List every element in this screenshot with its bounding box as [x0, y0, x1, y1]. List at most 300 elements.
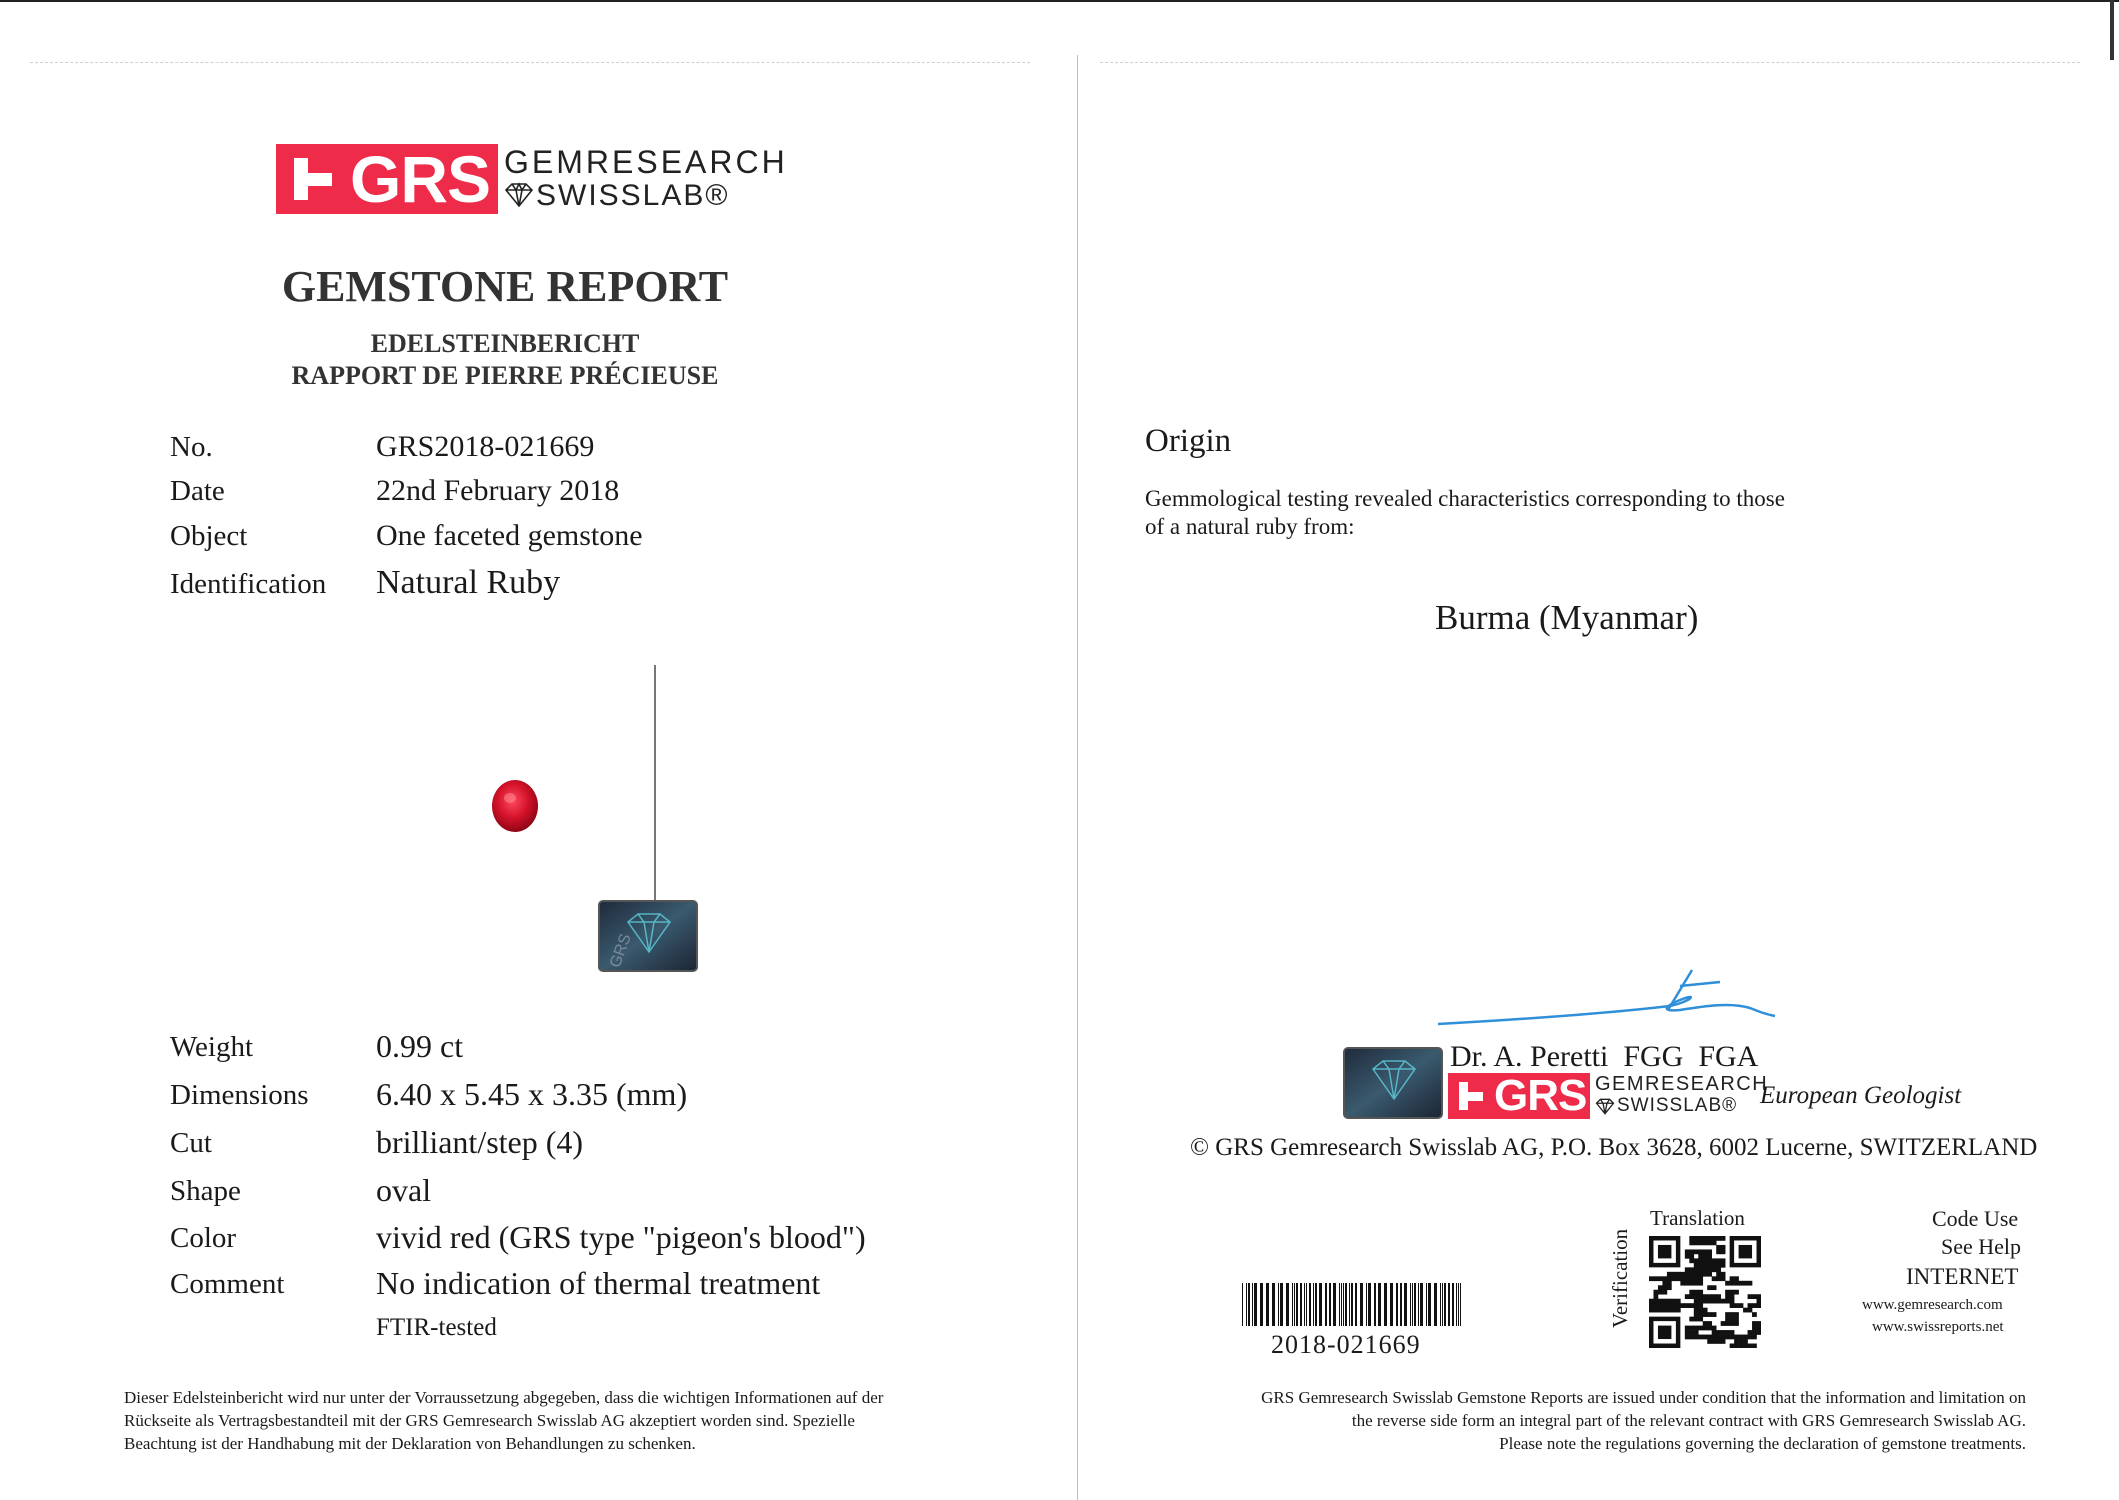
qr-module: [1730, 1290, 1735, 1295]
qr-module: [1712, 1326, 1717, 1331]
qr-module: [1716, 1330, 1721, 1335]
barcode-bar: [1442, 1283, 1443, 1326]
barcode-bar: [1378, 1283, 1381, 1326]
qr-module: [1712, 1236, 1717, 1241]
qr-module: [1725, 1317, 1730, 1322]
qr-module: [1707, 1258, 1712, 1263]
qr-module: [1743, 1339, 1748, 1344]
qr-module: [1703, 1254, 1708, 1259]
barcode-bar: [1309, 1283, 1311, 1326]
qr-module: [1703, 1258, 1708, 1263]
qr-module: [1694, 1335, 1699, 1340]
qr-module: [1739, 1281, 1744, 1286]
qr-module: [1685, 1330, 1690, 1335]
qr-module: [1757, 1294, 1761, 1299]
origin-text: [1145, 485, 1785, 541]
grs-logo: [276, 142, 788, 216]
qr-module: [1730, 1321, 1735, 1326]
qr-module: [1725, 1321, 1730, 1326]
qr-module: [1698, 1294, 1703, 1299]
qr-module: [1694, 1312, 1699, 1317]
qr-module: [1658, 1308, 1663, 1313]
qr-module: [1716, 1263, 1721, 1268]
qr-module: [1748, 1335, 1753, 1340]
qr-module: [1730, 1312, 1735, 1317]
qr-module: [1698, 1326, 1703, 1331]
qr-module: [1680, 1272, 1685, 1277]
barcode-bar: [1440, 1283, 1441, 1326]
qr-module: [1694, 1267, 1699, 1272]
qr-module: [1689, 1254, 1694, 1259]
qr-module: [1716, 1249, 1721, 1254]
qr-module: [1698, 1276, 1703, 1281]
qr-module: [1703, 1294, 1708, 1299]
qr-module: [1734, 1321, 1739, 1326]
origin-country: Burma (Myanmar): [1435, 598, 1699, 637]
qr-module: [1694, 1281, 1699, 1286]
qr-module: [1707, 1339, 1712, 1344]
barcode-bar: [1278, 1283, 1279, 1326]
qr-module: [1689, 1240, 1694, 1245]
qr-module: [1698, 1258, 1703, 1263]
barcode-bar: [1412, 1283, 1413, 1326]
qr-module: [1653, 1299, 1658, 1304]
qr-module: [1707, 1321, 1712, 1326]
qr-module: [1757, 1299, 1761, 1304]
qr-module: [1707, 1299, 1712, 1304]
qr-module: [1685, 1249, 1690, 1254]
qr-module: [1689, 1335, 1694, 1340]
top-dashed-line-left: [30, 62, 1030, 64]
disclaimer-en-line: the reverse side form an integral part of the relevant contract with GRS Gemresearch Swisslab AG.: [1351, 1411, 2026, 1430]
qr-module: [1694, 1317, 1699, 1322]
identification-label: Identification: [170, 568, 327, 600]
qr-module: [1703, 1312, 1708, 1317]
qr-module: [1680, 1303, 1685, 1308]
no-value: GRS2018-021669: [376, 430, 595, 463]
top-border: [0, 0, 2119, 2]
barcode-bar: [1319, 1283, 1322, 1326]
origin-heading: Origin: [1145, 423, 1232, 459]
qr-module: [1757, 1303, 1761, 1308]
qr-module: [1734, 1317, 1739, 1322]
qr-module: [1721, 1272, 1726, 1277]
qr-module: [1694, 1276, 1699, 1281]
qr-module: [1667, 1272, 1672, 1277]
qr-module: [1730, 1317, 1735, 1322]
qr-module: [1752, 1344, 1757, 1348]
qr-module: [1748, 1344, 1753, 1348]
origin-text-line: Gemmological testing revealed characteristics corresponding to those: [1145, 486, 1785, 511]
internet-text: INTERNET: [1906, 1264, 2019, 1289]
grs-logo-word: GRS: [350, 142, 491, 216]
qr-module: [1734, 1276, 1739, 1281]
qr-module: [1676, 1308, 1681, 1313]
grs-logo-small-word: GRS: [1494, 1071, 1587, 1120]
qr-module: [1667, 1276, 1672, 1281]
hologram-seal: [598, 900, 698, 972]
object-label: Object: [170, 520, 248, 552]
qr-module: [1662, 1299, 1667, 1304]
qr-module: [1694, 1330, 1699, 1335]
signature-mark: [1430, 962, 1780, 1032]
qr-module: [1725, 1281, 1730, 1286]
disclaimer-de-line: Rückseite als Vertragsbestandteil mit der GRS Gemresearch Swisslab AG akzeptiert worden sind. Spezielle: [124, 1411, 855, 1430]
barcode-bar: [1343, 1283, 1344, 1326]
barcode-bar: [1360, 1283, 1363, 1326]
qr-module: [1698, 1290, 1703, 1295]
qr-module: [1712, 1339, 1717, 1344]
qr-module: [1712, 1330, 1717, 1335]
right-edge-mark: [2110, 0, 2114, 60]
qr-module: [1712, 1299, 1717, 1304]
qr-module: [1667, 1299, 1672, 1304]
qr-module: [1752, 1312, 1757, 1317]
copyright-line: © GRS Gemresearch Swisslab AG, P.O. Box 3628, 6002 Lucerne, SWITZERLAND: [1190, 1134, 2038, 1161]
qr-module: [1707, 1272, 1712, 1277]
barcode-bar: [1384, 1283, 1387, 1326]
qr-module: [1725, 1330, 1730, 1335]
qr-module: [1689, 1249, 1694, 1254]
qr-module: [1716, 1339, 1721, 1344]
qr-module: [1716, 1258, 1721, 1263]
diamond-icon-small: [1595, 1098, 1615, 1115]
qr-module: [1685, 1276, 1690, 1281]
report-title: GEMSTONE REPORT: [281, 262, 729, 311]
qr-module: [1734, 1312, 1739, 1317]
qr-module: [1734, 1290, 1739, 1295]
qr-module: [1734, 1335, 1739, 1340]
qr-module: [1721, 1330, 1726, 1335]
qr-module: [1694, 1308, 1699, 1313]
hologram-text: GRS: [606, 931, 635, 971]
qr-module: [1671, 1276, 1676, 1281]
barcode-bar: [1252, 1283, 1253, 1326]
qr-module: [1712, 1285, 1717, 1290]
qr-module: [1707, 1240, 1712, 1245]
qr-module: [1743, 1281, 1748, 1286]
qr-module: [1716, 1335, 1721, 1340]
qr-module: [1653, 1294, 1658, 1299]
qr-module: [1703, 1308, 1708, 1313]
disclaimer-en-line: Please note the regulations governing the declaration of gemstone treatments.: [1499, 1434, 2026, 1453]
qr-module: [1743, 1308, 1748, 1313]
qr-finder-module: [1739, 1245, 1752, 1258]
comment-value: No indication of thermal treatment: [376, 1265, 821, 1301]
qr-module: [1712, 1267, 1717, 1272]
qr-module: [1712, 1312, 1717, 1317]
qr-module: [1685, 1281, 1690, 1286]
qr-finder-module: [1658, 1326, 1671, 1339]
barcode-bar: [1313, 1283, 1314, 1326]
qr-module: [1685, 1267, 1690, 1272]
qr-module: [1721, 1258, 1726, 1263]
qr-module: [1685, 1303, 1690, 1308]
barcode-bar: [1404, 1283, 1407, 1326]
qr-module: [1658, 1303, 1663, 1308]
barcode-bar: [1351, 1283, 1353, 1326]
qr-module: [1734, 1303, 1739, 1308]
comment-label: Comment: [170, 1268, 285, 1300]
qr-module: [1730, 1294, 1735, 1299]
barcode-bar: [1272, 1283, 1275, 1326]
qr-module: [1698, 1281, 1703, 1286]
qr-module: [1698, 1312, 1703, 1317]
qr-module: [1689, 1281, 1694, 1286]
qr-module: [1721, 1263, 1726, 1268]
qr-module: [1703, 1321, 1708, 1326]
barcode-bar: [1296, 1283, 1298, 1326]
qr-module: [1671, 1299, 1676, 1304]
qr-module: [1703, 1236, 1708, 1241]
qr-module: [1752, 1335, 1757, 1340]
qr-module: [1698, 1267, 1703, 1272]
disclaimer-en-line: GRS Gemresearch Swisslab Gemstone Reports are issued under condition that the information and limitation on: [1261, 1388, 2026, 1407]
comment-extra: FTIR-tested: [376, 1314, 497, 1341]
qr-module: [1680, 1281, 1685, 1286]
qr-module: [1739, 1335, 1744, 1340]
barcode-bar: [1254, 1283, 1257, 1326]
qr-module: [1752, 1321, 1757, 1326]
qr-module: [1743, 1344, 1748, 1348]
qr-module: [1653, 1303, 1658, 1308]
qr-module: [1757, 1326, 1761, 1331]
barcode-bar: [1292, 1283, 1293, 1326]
date-value: 22nd February 2018: [376, 474, 620, 507]
qr-module: [1712, 1335, 1717, 1340]
barcode-bar: [1368, 1283, 1371, 1326]
qr-module: [1725, 1294, 1730, 1299]
qr-module: [1649, 1303, 1654, 1308]
qr-module: [1712, 1263, 1717, 1268]
qr-module: [1730, 1303, 1735, 1308]
qr-module: [1698, 1299, 1703, 1304]
url-gemresearch[interactable]: www.gemresearch.com: [1862, 1297, 2003, 1313]
qr-module: [1707, 1294, 1712, 1299]
qr-module: [1685, 1294, 1690, 1299]
qr-module: [1658, 1276, 1663, 1281]
qr-module: [1671, 1308, 1676, 1313]
barcode-bar: [1242, 1283, 1243, 1326]
barcode-bar: [1414, 1283, 1416, 1326]
qr-module: [1721, 1236, 1726, 1241]
barcode-number: 2018-021669: [1271, 1330, 1421, 1359]
qr-module: [1689, 1290, 1694, 1295]
qr-module: [1698, 1308, 1703, 1313]
qr-module: [1743, 1335, 1748, 1340]
barcode-bar: [1426, 1283, 1427, 1326]
barcode-bar: [1410, 1283, 1411, 1326]
qr-module: [1689, 1236, 1694, 1241]
qr-module: [1689, 1267, 1694, 1272]
qr-module: [1707, 1326, 1712, 1331]
barcode-bar: [1280, 1283, 1283, 1326]
color-label: Color: [170, 1222, 237, 1254]
qr-module: [1752, 1303, 1757, 1308]
qr-module: [1689, 1276, 1694, 1281]
report-subtitle-fr: RAPPORT DE PIERRE PRÉCIEUSE: [291, 361, 719, 390]
verification-label: Verification: [1608, 1228, 1632, 1328]
barcode-bar: [1306, 1283, 1307, 1326]
barcode-bar: [1341, 1283, 1342, 1326]
qr-module: [1685, 1254, 1690, 1259]
qr-module: [1653, 1290, 1658, 1295]
grs-logo-small-line1: GEMRESEARCH: [1595, 1073, 1769, 1095]
qr-module: [1703, 1249, 1708, 1254]
qr-module: [1734, 1339, 1739, 1344]
signature-hologram: [1343, 1047, 1443, 1119]
disclaimer-de-line: Dieser Edelsteinbericht wird nur unter der Vorraussetzung abgegeben, dass die wichtigen Informationen auf der: [124, 1388, 884, 1407]
barcode-bar: [1448, 1283, 1450, 1326]
qr-module: [1698, 1272, 1703, 1277]
qr-module: [1689, 1294, 1694, 1299]
qr-module: [1689, 1303, 1694, 1308]
cut-label: Cut: [170, 1127, 212, 1159]
qr-module: [1752, 1294, 1757, 1299]
qr-module: [1725, 1312, 1730, 1317]
qr-module: [1698, 1317, 1703, 1322]
origin-text-line: of a natural ruby from:: [1145, 514, 1355, 539]
barcode-bar: [1345, 1283, 1347, 1326]
qr-module: [1707, 1335, 1712, 1340]
qr-module: [1748, 1294, 1753, 1299]
barcode-bar: [1266, 1283, 1269, 1326]
qr-module: [1694, 1299, 1699, 1304]
qr-module: [1730, 1335, 1735, 1340]
qr-module: [1721, 1339, 1726, 1344]
qr-module: [1716, 1267, 1721, 1272]
disclaimer-de-line: Beachtung ist der Handhabung mit der Deklaration von Behandlungen zu schenken.: [124, 1434, 696, 1453]
qr-module: [1707, 1254, 1712, 1259]
barcode-bar: [1355, 1283, 1357, 1326]
qr-module: [1721, 1249, 1726, 1254]
qr-module: [1676, 1272, 1681, 1277]
qr-code: [1649, 1236, 1761, 1348]
qr-module: [1739, 1303, 1744, 1308]
qr-module: [1725, 1290, 1730, 1295]
qr-module: [1698, 1254, 1703, 1259]
top-dashed-line-right: [1100, 62, 2080, 64]
qr-module: [1703, 1326, 1708, 1331]
qr-module: [1662, 1276, 1667, 1281]
barcode-bar: [1286, 1283, 1289, 1326]
barcode-bar: [1366, 1283, 1367, 1326]
barcode-bar: [1458, 1283, 1459, 1326]
qr-module: [1694, 1294, 1699, 1299]
report-subtitle-de: EDELSTEINBERICHT: [370, 329, 640, 358]
qr-module: [1716, 1245, 1721, 1250]
qr-module: [1671, 1272, 1676, 1277]
qr-finder-module: [1658, 1245, 1671, 1258]
barcode-bar: [1246, 1283, 1247, 1326]
qr-module: [1703, 1240, 1708, 1245]
qr-module: [1703, 1299, 1708, 1304]
barcode-bar: [1315, 1283, 1317, 1326]
translation-label: Translation: [1650, 1206, 1745, 1230]
qr-module: [1757, 1330, 1761, 1335]
barcode-bar: [1418, 1283, 1419, 1326]
barcode-bar: [1325, 1283, 1327, 1326]
barcode-bar: [1248, 1283, 1250, 1326]
no-label: No.: [170, 431, 213, 463]
qr-module: [1707, 1263, 1712, 1268]
identification-value: Natural Ruby: [376, 564, 561, 601]
qr-module: [1703, 1267, 1708, 1272]
barcode-bar: [1434, 1283, 1437, 1326]
grs-logo-line1: GEMRESEARCH: [504, 144, 788, 180]
code-use-text: Code Use: [1932, 1206, 2019, 1231]
qr-module: [1698, 1303, 1703, 1308]
qr-module: [1748, 1330, 1753, 1335]
barcode: [1240, 1283, 1465, 1326]
qr-module: [1698, 1236, 1703, 1241]
qr-module: [1730, 1299, 1735, 1304]
qr-module: [1667, 1281, 1672, 1286]
qr-module: [1716, 1299, 1721, 1304]
disclaimer-de: [124, 1386, 1004, 1455]
qr-module: [1658, 1290, 1663, 1295]
barcode-bar: [1339, 1283, 1340, 1326]
qr-module: [1658, 1285, 1663, 1290]
barcode-bar: [1349, 1283, 1350, 1326]
qr-module: [1698, 1240, 1703, 1245]
qr-module: [1748, 1281, 1753, 1286]
qr-module: [1667, 1285, 1672, 1290]
see-help-text: See Help: [1941, 1234, 2022, 1259]
dimensions-value: 6.40 x 5.45 x 3.35 (mm): [376, 1076, 688, 1112]
barcode-bar: [1452, 1283, 1454, 1326]
barcode-bar: [1444, 1283, 1446, 1326]
qr-module: [1662, 1308, 1667, 1313]
qr-module: [1689, 1272, 1694, 1277]
qr-module: [1653, 1308, 1658, 1313]
qr-module: [1730, 1276, 1735, 1281]
qr-module: [1721, 1245, 1726, 1250]
qr-module: [1671, 1303, 1676, 1308]
photo-scale-line: [654, 665, 656, 903]
ruby-gemstone-photo: [490, 778, 540, 834]
disclaimer-en: [1080, 1386, 2026, 1455]
qr-module: [1725, 1335, 1730, 1340]
grs-logo-small-line2: SWISSLAB®: [1617, 1095, 1738, 1116]
qr-module: [1725, 1299, 1730, 1304]
qr-module: [1712, 1240, 1717, 1245]
barcode-bar: [1294, 1283, 1295, 1326]
qr-module: [1716, 1236, 1721, 1241]
qr-module: [1694, 1236, 1699, 1241]
barcode-bar: [1374, 1283, 1376, 1326]
qr-module: [1752, 1326, 1757, 1331]
qr-module: [1707, 1285, 1712, 1290]
qr-module: [1649, 1276, 1654, 1281]
qr-module: [1662, 1285, 1667, 1290]
barcode-bar: [1390, 1283, 1393, 1326]
date-label: Date: [170, 475, 225, 507]
qr-module: [1712, 1276, 1717, 1281]
qr-module: [1716, 1294, 1721, 1299]
qr-module: [1707, 1312, 1712, 1317]
barcode-bar: [1300, 1283, 1302, 1326]
qr-module: [1707, 1267, 1712, 1272]
qr-module: [1689, 1330, 1694, 1335]
url-swissreports[interactable]: www.swissreports.net: [1872, 1319, 2004, 1335]
qr-module: [1730, 1281, 1735, 1286]
qr-module: [1734, 1344, 1739, 1348]
qr-module: [1662, 1281, 1667, 1286]
qr-module: [1662, 1290, 1667, 1295]
barcode-bar: [1428, 1283, 1431, 1326]
qr-module: [1730, 1330, 1735, 1335]
